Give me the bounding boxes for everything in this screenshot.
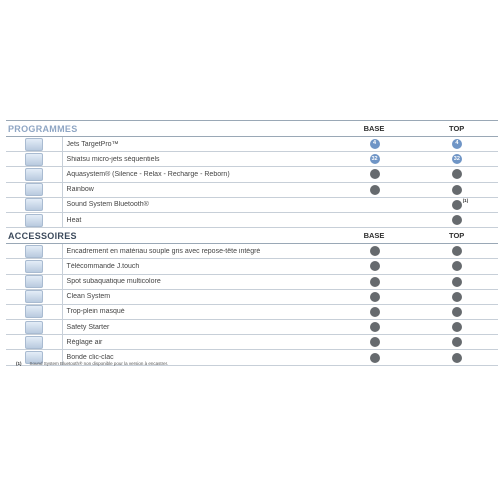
footnote [16, 361, 168, 366]
count-badge: 4 [370, 139, 380, 149]
top-cell [416, 290, 498, 304]
count-badge: 4 [452, 139, 462, 149]
frame-icon [25, 245, 43, 258]
spot-icon [25, 275, 43, 288]
base-cell [333, 320, 415, 334]
row-icon-cell [6, 290, 63, 304]
row-label: Spot subaquatique multicolore [66, 278, 161, 286]
base-cell [333, 198, 415, 212]
included-dot [452, 246, 462, 256]
included-dot [370, 307, 380, 317]
row-icon-cell [6, 167, 63, 181]
base-cell [333, 259, 415, 273]
row-label: Réglage air [66, 338, 103, 346]
row-icon-cell [6, 244, 63, 258]
top-cell [416, 320, 498, 334]
row-icon-cell [6, 213, 63, 227]
table-row [6, 244, 498, 259]
footnote-mark: (1) [462, 197, 469, 203]
programmes-col-base: BASE [363, 124, 385, 133]
top-cell [416, 244, 498, 258]
footnote-number: (1) [16, 361, 22, 366]
row-icon-cell [6, 275, 63, 289]
included-dot [370, 292, 380, 302]
top-cell [416, 167, 498, 181]
row-label: Sound System Bluetooth® [66, 201, 149, 209]
included-dot [452, 322, 462, 332]
row-label: Télécommande J.touch [66, 262, 140, 270]
base-cell [333, 152, 415, 166]
accessoires-col-top: TOP [449, 231, 465, 241]
base-cell [333, 335, 415, 349]
row-label: Aquasystem® (Silence - Relax - Recharge - Reborn) [66, 170, 230, 178]
base-cell [333, 183, 415, 197]
shiatsu-icon [25, 153, 43, 166]
included-dot [452, 215, 462, 225]
base-cell [333, 305, 415, 319]
row-icon-cell [6, 137, 63, 151]
row-label: Bonde clic-clac [66, 354, 114, 362]
footnote-text: Sound System Bluetooth® non disponible pour la version à encastrer. [29, 361, 169, 366]
accessoires-title: ACCESSOIRES [8, 231, 77, 242]
base-cell [333, 244, 415, 258]
row-label: Trop-plein masqué [66, 308, 125, 316]
row-icon-cell [6, 259, 63, 273]
table-row [6, 183, 498, 198]
table-row [6, 275, 498, 290]
rainbow-icon [25, 183, 43, 196]
row-icon-cell [6, 183, 63, 197]
included-dot [452, 277, 462, 287]
top-cell [416, 183, 498, 197]
programmes-rows [6, 137, 498, 228]
row-icon-cell [6, 305, 63, 319]
table-row [6, 137, 498, 152]
included-dot [370, 261, 380, 271]
table-row [6, 167, 498, 182]
row-label: Rainbow [66, 186, 94, 194]
table-row [6, 259, 498, 274]
accessoires-rows [6, 244, 498, 366]
table-row [6, 198, 498, 213]
included-dot [452, 337, 462, 347]
top-cell [416, 213, 498, 227]
overflow-icon [25, 305, 43, 318]
base-cell [333, 350, 415, 364]
included-dot [452, 261, 462, 271]
row-label: Clean System [66, 293, 111, 301]
row-label: Encadrement en matériau souple gris avec repose-tête intégré [66, 247, 261, 255]
base-cell [333, 290, 415, 304]
table-row [6, 213, 498, 228]
included-dot [370, 277, 380, 287]
included-dot [452, 353, 462, 363]
row-icon-cell [6, 152, 63, 166]
jets-icon [25, 138, 43, 151]
table-row [6, 320, 498, 335]
base-cell [333, 137, 415, 151]
row-label: Heat [66, 216, 82, 224]
heat-icon [25, 214, 43, 227]
included-dot [370, 353, 380, 363]
safety-icon [25, 321, 43, 334]
programmes-col-top: TOP [449, 124, 465, 133]
base-cell [333, 167, 415, 181]
remote-icon [25, 260, 43, 273]
included-dot [370, 185, 380, 195]
top-cell [416, 305, 498, 319]
bluetooth-icon [25, 198, 43, 211]
clean-icon [25, 290, 43, 303]
programmes-header [6, 120, 498, 137]
base-cell [333, 275, 415, 289]
table-row [6, 152, 498, 167]
aquasystem-icon [25, 168, 43, 181]
included-dot [452, 307, 462, 317]
included-dot [452, 185, 462, 195]
top-cell [416, 275, 498, 289]
top-cell [416, 152, 498, 166]
feature-table [6, 120, 498, 366]
top-cell [416, 259, 498, 273]
row-icon-cell [6, 335, 63, 349]
top-cell [416, 335, 498, 349]
top-cell [416, 137, 498, 151]
table-row [6, 305, 498, 320]
included-dot [452, 200, 462, 210]
included-dot [370, 322, 380, 332]
included-dot [370, 246, 380, 256]
included-dot [370, 169, 380, 179]
top-cell [416, 350, 498, 364]
air-icon [25, 336, 43, 349]
included-dot [370, 337, 380, 347]
included-dot [452, 169, 462, 179]
row-label: Safety Starter [66, 323, 110, 331]
top-cell [416, 198, 498, 212]
table-row [6, 335, 498, 350]
accessoires-col-base: BASE [363, 231, 385, 241]
row-label: Shiatsu micro-jets séquentiels [66, 155, 160, 163]
base-cell [333, 213, 415, 227]
row-label: Jets TargetPro™ [66, 140, 119, 148]
row-icon-cell [6, 320, 63, 334]
count-badge: 32 [452, 154, 462, 164]
included-dot [452, 292, 462, 302]
programmes-title: PROGRAMMES [8, 124, 78, 134]
row-icon-cell [6, 198, 63, 212]
accessoires-header [6, 228, 498, 244]
table-row [6, 290, 498, 305]
count-badge: 32 [370, 154, 380, 164]
